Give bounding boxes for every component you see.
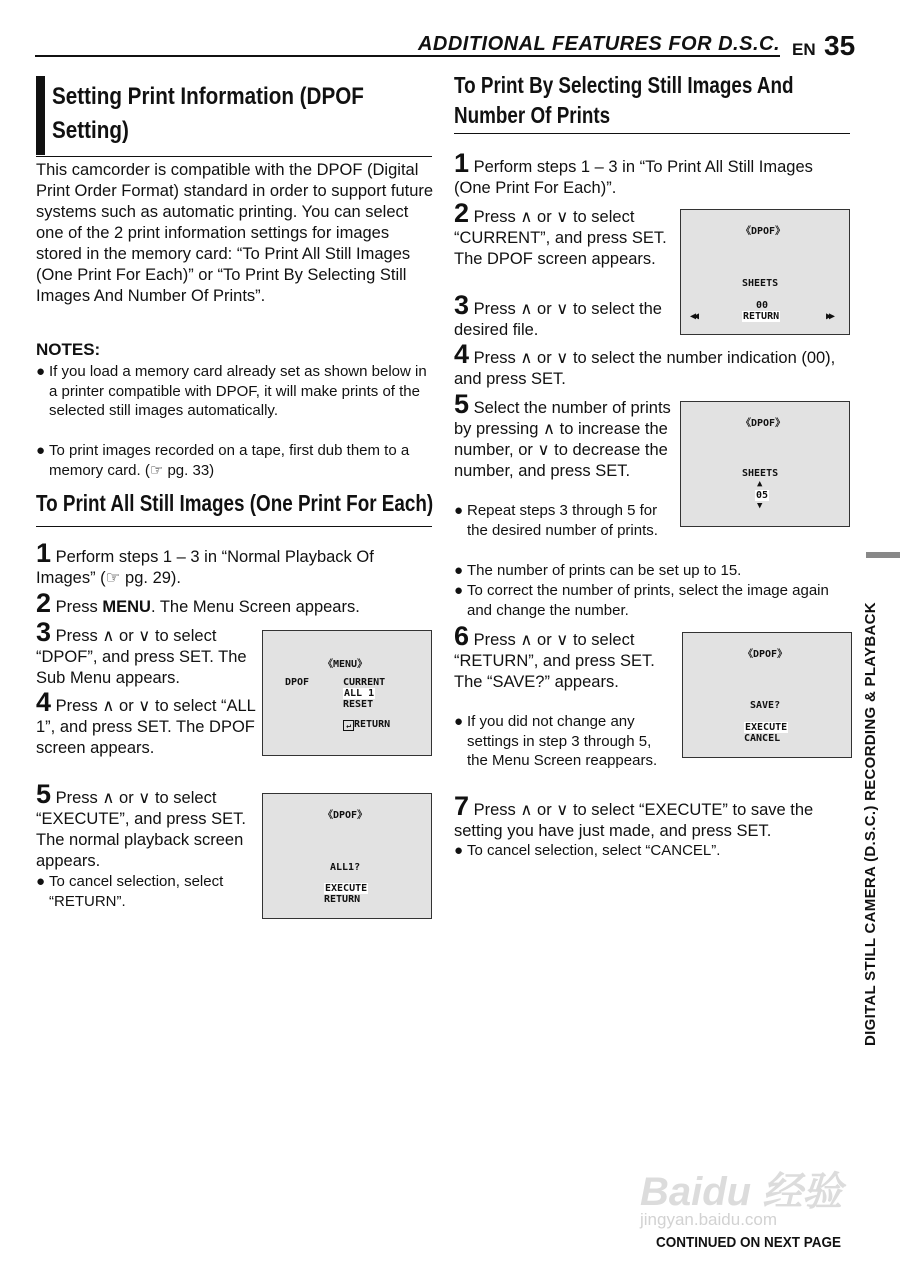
option-return: RETURN — [743, 311, 780, 322]
save-confirm-screen — [682, 632, 852, 758]
section-title-line2: Setting) — [52, 117, 129, 144]
step-6: 6 Press ∧ or ∨ to select “RETURN”, and press SET. The “SAVE?” appears. — [454, 621, 655, 691]
step-5: 5 Select the number of prints by pressing ∧ to increase the number, or ∨ to decrease the number, and press SET. — [454, 389, 671, 480]
screen-title: 《DPOF》 — [741, 226, 786, 237]
subheading-rule — [36, 526, 432, 527]
step-5-note: ● The number of prints can be set up to 15. — [454, 562, 742, 579]
step-2: 2 Press ∧ or ∨ to select “CURRENT”, and press SET. The DPOF screen appears. — [454, 198, 667, 268]
step-3: 3 Press ∧ or ∨ to select “DPOF”, and press SET. The Sub Menu appears. — [36, 617, 247, 687]
option-all1: ALL 1 — [344, 688, 375, 699]
step-7: 7 Press ∧ or ∨ to select “EXECUTE” to save the setting you have just made, and press SET. — [454, 791, 814, 840]
section-rule — [36, 156, 432, 157]
option-reset: RESET — [343, 699, 374, 710]
option-return: ↵ RETURN — [343, 719, 390, 731]
side-tab-marker — [866, 552, 900, 558]
intro-paragraph: This camcorder is compatible with the DPOF (Digital Print Order Format) standard in order to support future systems such as automatic printing. You can select one of the 2 print information settings for images stored in the memory card: “To Print All Still Images (One Print For Each)” or “To Print By Selecting Still Images And Number Of Prints”. — [36, 161, 434, 305]
increase-arrow-icon: ▲ — [757, 479, 763, 489]
decrease-arrow-icon: ▼ — [757, 501, 763, 511]
subheading-rule — [454, 133, 850, 134]
subheading-print-all: To Print All Still Images (One Print For Each) — [36, 490, 434, 516]
step-7-note: ● To cancel selection, select “CANCEL”. — [454, 842, 721, 859]
continued-note: CONTINUED ON NEXT PAGE — [656, 1234, 842, 1251]
step-2: 2 Press MENU. The Menu Screen appears. — [36, 588, 360, 618]
watermark-logo: Baidu 经验 — [640, 1170, 843, 1214]
step-1: 1 Perform steps 1 – 3 in “To Print All Still Images (One Print For Each)”. — [454, 148, 813, 197]
previous-icon: ◀◀ — [690, 311, 697, 322]
screen-question: SAVE? — [750, 700, 781, 711]
step-5-note: ● To cancel selection, select “RETURN”. — [36, 873, 224, 910]
sheets-screen — [680, 209, 850, 335]
watermark-url: jingyan.baidu.com — [640, 1210, 778, 1229]
notes-heading: NOTES: — [36, 340, 101, 359]
note-item: ● If you load a memory card already set as shown below in a printer compatible with DPOF, it will make prints of the selected still images automatically. — [36, 363, 427, 419]
sheets-label: SHEETS — [742, 468, 779, 479]
step-6-note: ● If you did not change any settings in step 3 through 5, the Menu Screen reappears. — [454, 713, 658, 769]
header-rule — [35, 55, 780, 57]
option-return: RETURN — [324, 894, 361, 905]
next-icon: ▶▶ — [826, 311, 833, 322]
step-4: 4 Press ∧ or ∨ to select the number indication (00), and press SET. — [454, 339, 836, 388]
option-execute: EXECUTE — [325, 883, 368, 894]
language-label: EN — [792, 40, 816, 59]
note-item: ● To print images recorded on a tape, first dub them to a memory card. (☞ pg. 33) — [36, 442, 410, 479]
screen-label-dpof: DPOF — [285, 677, 310, 688]
screen-title: 《DPOF》 — [743, 649, 788, 660]
page-number: 35 — [824, 30, 856, 61]
sheets-count-screen — [680, 401, 850, 527]
section-marker-bar — [36, 76, 45, 155]
step-3: 3 Press ∧ or ∨ to select the desired file. — [454, 290, 662, 339]
side-tab-label: DIGITAL STILL CAMERA (D.S.C.) RECORDING & PLAYBACK — [862, 602, 879, 1046]
subheading-print-select: To Print By Selecting Still Images And Number Of Prints — [454, 72, 794, 128]
step-5: 5 Press ∧ or ∨ to select “EXECUTE”, and press SET. The normal playback screen appears. — [36, 779, 246, 870]
screen-title: 《MENU》 — [323, 659, 368, 670]
sheets-label: SHEETS — [742, 278, 779, 289]
running-header-title: ADDITIONAL FEATURES FOR D.S.C. — [417, 33, 780, 55]
step-1: 1 Perform steps 1 – 3 in “Normal Playback Of Images” (☞ pg. 29). — [36, 538, 374, 587]
section-title-line1: Setting Print Information (DPOF — [52, 83, 364, 110]
step-4: 4 Press ∧ or ∨ to select “ALL 1”, and press SET. The DPOF screen appears. — [36, 687, 256, 757]
return-icon: ↵ — [343, 720, 354, 731]
option-current: CURRENT — [343, 677, 386, 688]
menu-screen — [262, 630, 432, 756]
screen-question: ALL1? — [330, 862, 361, 873]
screen-title: 《DPOF》 — [741, 418, 786, 429]
step-5-note: ● To correct the number of prints, select the image again and change the number. — [454, 582, 829, 619]
option-cancel: CANCEL — [744, 733, 781, 744]
sheets-value: 05 — [756, 490, 769, 501]
sheets-value: 00 — [756, 300, 769, 311]
screen-title: 《DPOF》 — [323, 810, 368, 821]
step-5-note: ● Repeat steps 3 through 5 for the desired number of prints. — [454, 502, 658, 539]
all1-confirm-screen — [262, 793, 432, 919]
section-title — [52, 80, 413, 148]
option-execute: EXECUTE — [745, 722, 788, 733]
